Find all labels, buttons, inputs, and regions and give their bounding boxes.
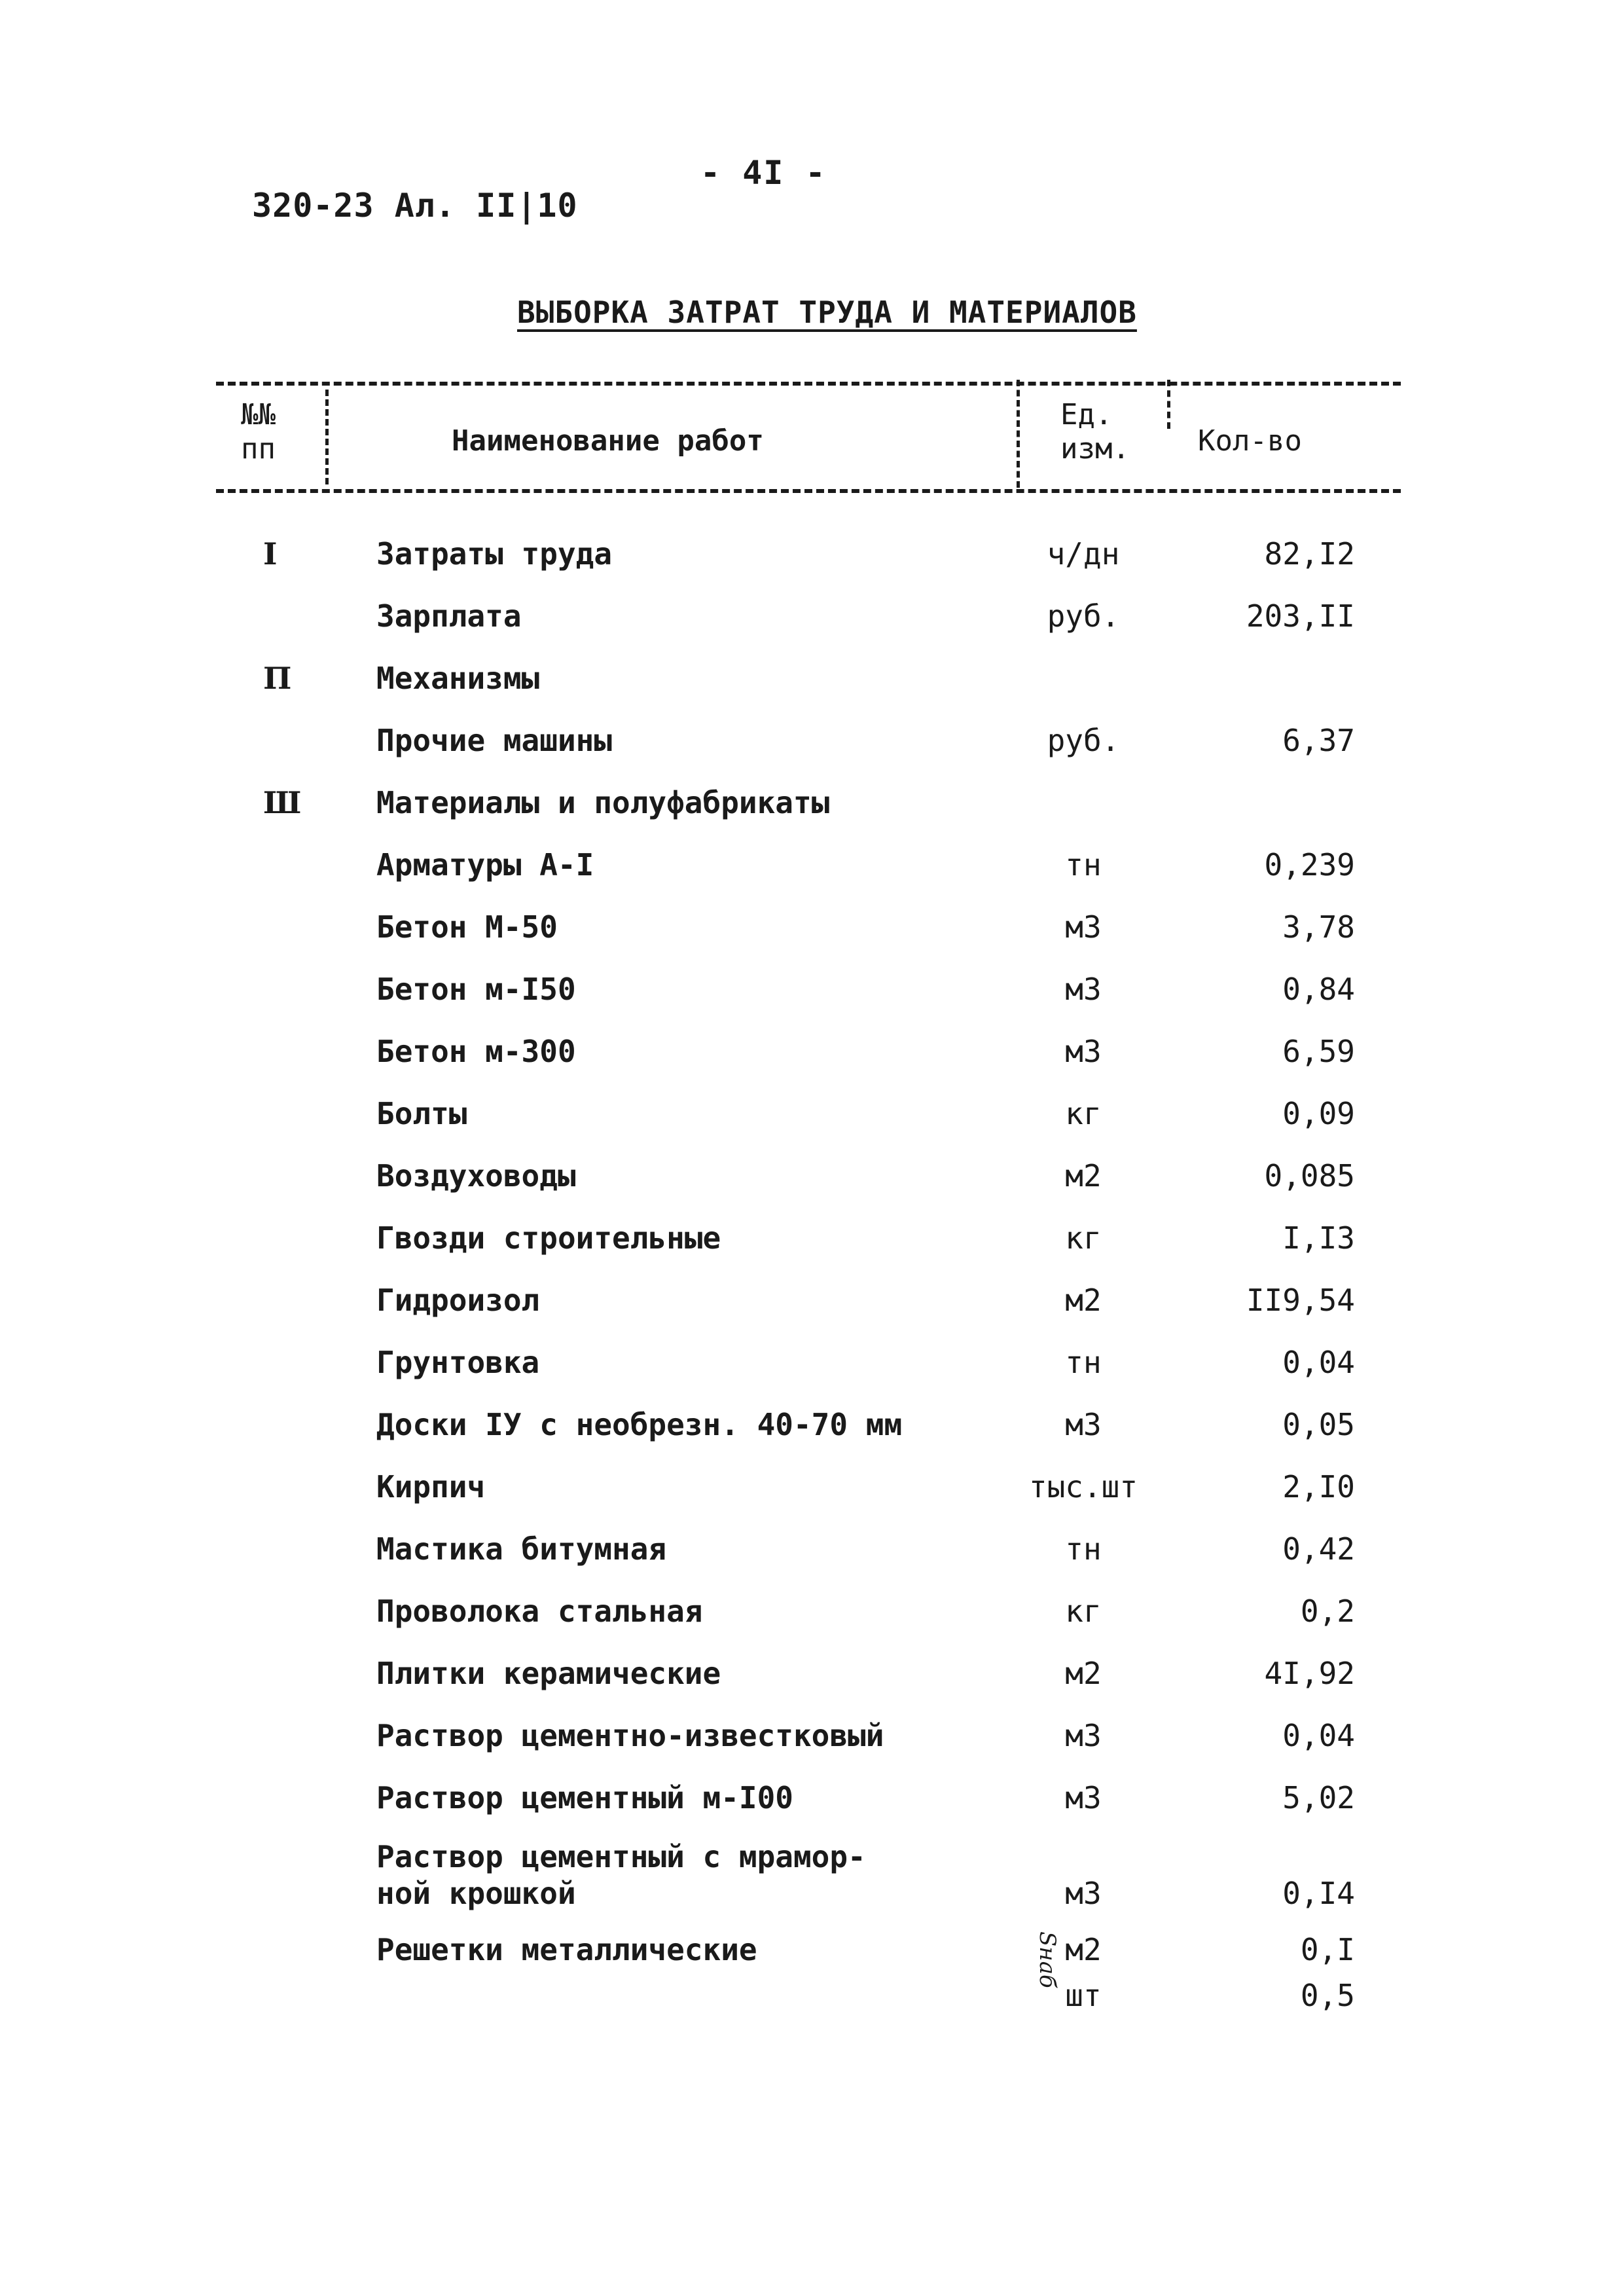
row-name: Раствор цементный м-I00 [376,1780,793,1815]
row-unit: м2 [1065,1932,1102,1967]
row-unit: м3 [1065,1876,1102,1911]
row-name: Болты [376,1096,467,1131]
document-title: ВЫБОРКА ЗАТРАТ ТРУДА И МАТЕРИАЛОВ [517,295,1137,330]
document-code: 320-23 Ал. II|10 [252,187,578,225]
column-separator-3 [1167,380,1170,429]
row-name: Раствор цементный с мрамор- ной крошкой [376,1839,866,1911]
row-quantity: II9,54 [1246,1283,1355,1318]
column-separator-1 [325,390,329,484]
row-name: Затраты труда [376,536,613,572]
row-name: Грунтовка [376,1345,540,1380]
row-name: Решетки металлические [376,1932,757,1967]
row-quantity: 0,I4 [1282,1876,1355,1911]
row-quantity-secondary: 0,5 [1300,1978,1355,2013]
row-quantity: 0,09 [1282,1096,1355,1131]
row-quantity: 0,085 [1264,1158,1355,1194]
row-name: Доски IУ с необрезн. 40-70 мм [376,1407,903,1442]
row-quantity: 203,II [1246,598,1355,634]
row-name: Прочие машины [376,723,613,758]
row-name: Бетон м-I50 [376,972,576,1007]
row-number: Ш [263,785,302,820]
row-unit: тн [1065,1345,1102,1380]
column-separator-2 [1017,380,1020,488]
row-unit: м3 [1065,1407,1102,1442]
page-number: - 4I - [700,154,827,192]
handwritten-note: Sнаб [1034,1931,1060,1988]
row-name: Кирпич [376,1469,486,1504]
row-unit: м3 [1065,909,1102,945]
table-header-bottom-dashed-rule [216,489,1401,493]
row-quantity: 0,04 [1282,1345,1355,1380]
row-unit: м2 [1065,1283,1102,1318]
row-unit: тн [1065,1531,1102,1567]
row-name: Гвозди строительные [376,1220,721,1256]
column-header-name: Наименование работ [452,424,764,458]
row-quantity: 3,78 [1282,909,1355,945]
row-name: Раствор цементно-известковый [376,1718,884,1753]
row-quantity: 0,42 [1282,1531,1355,1567]
row-name: Гидроизол [376,1283,540,1318]
row-number: П [263,661,292,696]
row-unit: кг [1065,1096,1102,1131]
row-quantity: 0,84 [1282,972,1355,1007]
row-quantity: 0,2 [1300,1594,1355,1629]
row-quantity: 5,02 [1282,1780,1355,1815]
row-unit: руб. [1047,598,1120,634]
row-quantity: 0,I [1300,1932,1355,1967]
row-quantity: 0,04 [1282,1718,1355,1753]
row-unit: м3 [1065,1034,1102,1069]
row-quantity: 0,05 [1282,1407,1355,1442]
row-quantity: 2,I0 [1282,1469,1355,1504]
row-unit: кг [1065,1594,1102,1629]
row-name: Арматуры А-I [376,847,594,883]
row-quantity: 6,59 [1282,1034,1355,1069]
row-name: Бетон М-50 [376,909,558,945]
row-unit: м3 [1065,972,1102,1007]
column-header-unit: Ед. изм. [1060,398,1130,465]
row-name: Механизмы [376,661,540,696]
row-name: Зарплата [376,598,522,634]
row-unit: м2 [1065,1158,1102,1194]
row-name: Бетон м-300 [376,1034,576,1069]
row-quantity: 6,37 [1282,723,1355,758]
row-name: Проволока стальная [376,1594,703,1629]
row-quantity: 4I,92 [1264,1656,1355,1691]
row-name: Материалы и полуфабрикаты [376,785,830,820]
row-unit: м3 [1065,1718,1102,1753]
row-unit: м2 [1065,1656,1102,1691]
row-unit: тыс.шт [1028,1469,1138,1504]
row-quantity: 0,239 [1264,847,1355,883]
row-unit: кг [1065,1220,1102,1256]
row-unit: ч/дн [1047,536,1120,572]
row-unit: руб. [1047,723,1120,758]
row-name: Мастика битумная [376,1531,667,1567]
row-number: I [263,536,278,572]
row-unit: тн [1065,847,1102,883]
row-name: Плитки керамические [376,1656,721,1691]
row-unit-secondary: шт [1065,1978,1102,2013]
table-top-dashed-rule [216,382,1401,386]
row-quantity: 82,I2 [1264,536,1355,572]
column-header-qty: Кол-во [1198,424,1302,458]
row-quantity: I,I3 [1282,1220,1355,1256]
row-unit: м3 [1065,1780,1102,1815]
row-name: Воздуховоды [376,1158,576,1194]
column-header-num: №№ пп [241,398,276,465]
